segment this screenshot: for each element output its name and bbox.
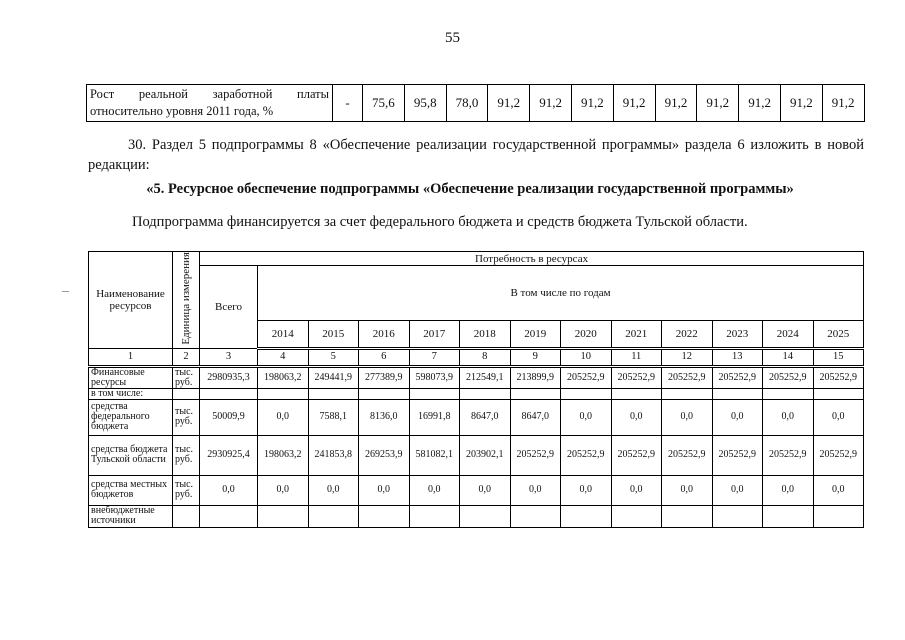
value-cell: 203902,1 bbox=[460, 435, 511, 475]
value-cell bbox=[611, 505, 662, 527]
value-cell bbox=[409, 505, 460, 527]
page-number: 55 bbox=[445, 30, 460, 46]
header-year: 2025 bbox=[813, 320, 864, 348]
value-cell: 0,0 bbox=[561, 475, 612, 505]
value-cell: 205252,9 bbox=[510, 435, 561, 475]
header-year: 2019 bbox=[510, 320, 561, 348]
label-word: Рост bbox=[90, 87, 115, 101]
header-year: 2018 bbox=[460, 320, 511, 348]
label-word: платы bbox=[297, 87, 330, 101]
wage-value: - bbox=[333, 85, 363, 122]
header-unit-label: Единица измерения bbox=[179, 252, 192, 345]
value-cell bbox=[308, 388, 359, 399]
value-cell: 0,0 bbox=[611, 399, 662, 435]
index-cell: 10 bbox=[561, 348, 612, 366]
wage-value: 91,2 bbox=[780, 85, 822, 122]
value-cell: 205252,9 bbox=[712, 435, 763, 475]
value-cell bbox=[308, 505, 359, 527]
value-cell: 0,0 bbox=[712, 475, 763, 505]
index-cell: 3 bbox=[200, 348, 258, 366]
index-cell: 12 bbox=[662, 348, 713, 366]
index-cell: 5 bbox=[308, 348, 359, 366]
index-cell: 1 bbox=[89, 348, 173, 366]
index-cell: 6 bbox=[359, 348, 410, 366]
table-row bbox=[89, 388, 864, 399]
value-cell bbox=[763, 505, 814, 527]
wage-value: 91,2 bbox=[571, 85, 613, 122]
value-cell: 0,0 bbox=[662, 475, 713, 505]
row-unit: тыс. руб. bbox=[173, 435, 200, 475]
wage-value: 91,2 bbox=[822, 85, 864, 122]
wage-value: 91,2 bbox=[488, 85, 530, 122]
index-cell: 9 bbox=[510, 348, 561, 366]
row-unit: тыс. руб. bbox=[173, 475, 200, 505]
index-cell: 15 bbox=[813, 348, 864, 366]
index-cell: 8 bbox=[460, 348, 511, 366]
value-cell bbox=[460, 505, 511, 527]
value-cell bbox=[460, 388, 511, 399]
wage-growth-table bbox=[86, 84, 865, 122]
value-cell: 249441,9 bbox=[308, 366, 359, 388]
value-cell: 0,0 bbox=[813, 399, 864, 435]
value-cell: 0,0 bbox=[662, 399, 713, 435]
value-cell: 241853,8 bbox=[308, 435, 359, 475]
value-cell: 0,0 bbox=[763, 475, 814, 505]
header-year: 2023 bbox=[712, 320, 763, 348]
margin-mark bbox=[62, 291, 69, 292]
index-cell: 11 bbox=[611, 348, 662, 366]
value-cell: 0,0 bbox=[258, 475, 309, 505]
header-year: 2021 bbox=[611, 320, 662, 348]
value-cell bbox=[409, 388, 460, 399]
row-name: средства местных бюджетов bbox=[89, 475, 173, 505]
row-unit bbox=[173, 505, 200, 527]
header-total: Всего bbox=[200, 266, 258, 349]
value-cell: 2930925,4 bbox=[200, 435, 258, 475]
value-cell bbox=[258, 505, 309, 527]
table-row bbox=[89, 475, 864, 505]
index-cell: 7 bbox=[409, 348, 460, 366]
row-unit: тыс. руб. bbox=[173, 366, 200, 388]
value-cell bbox=[510, 388, 561, 399]
value-cell bbox=[662, 388, 713, 399]
value-cell: 0,0 bbox=[258, 399, 309, 435]
resource-table-body bbox=[89, 366, 864, 527]
value-cell bbox=[510, 505, 561, 527]
table-row bbox=[89, 399, 864, 435]
table-row bbox=[89, 435, 864, 475]
value-cell: 0,0 bbox=[359, 475, 410, 505]
value-cell bbox=[561, 505, 612, 527]
index-cell: 4 bbox=[258, 348, 309, 366]
funding-note: Подпрограмма финансируется за счет федерального бюджета и средств бюджета Тульской области. bbox=[132, 214, 748, 230]
resource-table bbox=[88, 251, 864, 528]
wage-value: 91,2 bbox=[697, 85, 739, 122]
value-cell: 0,0 bbox=[200, 475, 258, 505]
value-cell: 205252,9 bbox=[712, 366, 763, 388]
wage-value: 95,8 bbox=[404, 85, 446, 122]
value-cell bbox=[200, 388, 258, 399]
index-cell: 14 bbox=[763, 348, 814, 366]
value-cell bbox=[813, 505, 864, 527]
label-word: реальной bbox=[138, 87, 188, 101]
row-name: средства федерального бюджета bbox=[89, 399, 173, 435]
value-cell: 0,0 bbox=[763, 399, 814, 435]
label-word: заработной bbox=[212, 87, 273, 101]
value-cell: 581082,1 bbox=[409, 435, 460, 475]
wage-growth-row bbox=[87, 85, 865, 122]
value-cell: 7588,1 bbox=[308, 399, 359, 435]
value-cell: 2980935,3 bbox=[200, 366, 258, 388]
value-cell: 277389,9 bbox=[359, 366, 410, 388]
wage-value: 75,6 bbox=[363, 85, 405, 122]
value-cell: 212549,1 bbox=[460, 366, 511, 388]
wage-value: 91,2 bbox=[530, 85, 572, 122]
value-cell: 205252,9 bbox=[763, 366, 814, 388]
row-unit: тыс. руб. bbox=[173, 399, 200, 435]
row-name: в том числе: bbox=[89, 388, 173, 399]
row-name: средства бюджета Тульской области bbox=[89, 435, 173, 475]
header-need: Потребность в ресурсах bbox=[200, 252, 864, 266]
value-cell bbox=[712, 505, 763, 527]
value-cell: 8647,0 bbox=[460, 399, 511, 435]
value-cell bbox=[763, 388, 814, 399]
value-cell: 0,0 bbox=[409, 475, 460, 505]
value-cell: 0,0 bbox=[561, 399, 612, 435]
value-cell: 205252,9 bbox=[763, 435, 814, 475]
value-cell: 16991,8 bbox=[409, 399, 460, 435]
value-cell bbox=[359, 505, 410, 527]
wage-growth-label bbox=[87, 85, 333, 122]
value-cell bbox=[200, 505, 258, 527]
amendment-paragraph: 30. Раздел 5 подпрограммы 8 «Обеспечение реализации государственной программы» раздела 6 изложить в новой редакции: bbox=[88, 137, 864, 173]
header-year: 2017 bbox=[409, 320, 460, 348]
value-cell bbox=[662, 505, 713, 527]
value-cell: 269253,9 bbox=[359, 435, 410, 475]
wage-value: 91,2 bbox=[739, 85, 781, 122]
header-year: 2016 bbox=[359, 320, 410, 348]
index-cell: 13 bbox=[712, 348, 763, 366]
value-cell: 205252,9 bbox=[662, 435, 713, 475]
wage-value: 91,2 bbox=[613, 85, 655, 122]
value-cell bbox=[712, 388, 763, 399]
wage-value: 78,0 bbox=[446, 85, 488, 122]
value-cell: 8647,0 bbox=[510, 399, 561, 435]
row-unit bbox=[173, 388, 200, 399]
value-cell bbox=[561, 388, 612, 399]
value-cell: 0,0 bbox=[813, 475, 864, 505]
value-cell bbox=[611, 388, 662, 399]
value-cell: 205252,9 bbox=[611, 435, 662, 475]
value-cell: 50009,9 bbox=[200, 399, 258, 435]
row-name: внебюджетные источники bbox=[89, 505, 173, 527]
section-heading: «5. Ресурсное обеспечение подпрограммы «Обеспечение реализации государственной программы» bbox=[146, 181, 794, 197]
value-cell: 205252,9 bbox=[561, 366, 612, 388]
value-cell bbox=[258, 388, 309, 399]
value-cell: 205252,9 bbox=[813, 435, 864, 475]
header-year: 2022 bbox=[662, 320, 713, 348]
value-cell: 205252,9 bbox=[611, 366, 662, 388]
value-cell: 0,0 bbox=[308, 475, 359, 505]
table-row bbox=[89, 505, 864, 527]
header-year: 2014 bbox=[258, 320, 309, 348]
header-resource-name: Наименование ресурсов bbox=[89, 252, 173, 349]
table-row bbox=[89, 366, 864, 388]
header-year: 2024 bbox=[763, 320, 814, 348]
header-year: 2015 bbox=[308, 320, 359, 348]
wage-growth-label-line1 bbox=[90, 86, 329, 103]
index-cell: 2 bbox=[173, 348, 200, 366]
header-including-years: В том числе по годам bbox=[258, 266, 864, 321]
index-row bbox=[89, 348, 864, 366]
value-cell: 0,0 bbox=[712, 399, 763, 435]
row-name: Финансовые ресурсы bbox=[89, 366, 173, 388]
value-cell: 198063,2 bbox=[258, 366, 309, 388]
value-cell: 205252,9 bbox=[813, 366, 864, 388]
header-year: 2020 bbox=[561, 320, 612, 348]
value-cell: 205252,9 bbox=[561, 435, 612, 475]
value-cell bbox=[359, 388, 410, 399]
value-cell: 8136,0 bbox=[359, 399, 410, 435]
value-cell: 198063,2 bbox=[258, 435, 309, 475]
value-cell: 205252,9 bbox=[662, 366, 713, 388]
value-cell bbox=[813, 388, 864, 399]
value-cell: 598073,9 bbox=[409, 366, 460, 388]
wage-growth-label-line2: относительно уровня 2011 года, % bbox=[90, 104, 274, 118]
value-cell: 213899,9 bbox=[510, 366, 561, 388]
value-cell: 0,0 bbox=[611, 475, 662, 505]
value-cell: 0,0 bbox=[460, 475, 511, 505]
wage-value: 91,2 bbox=[655, 85, 697, 122]
header-unit bbox=[173, 252, 200, 349]
value-cell: 0,0 bbox=[510, 475, 561, 505]
